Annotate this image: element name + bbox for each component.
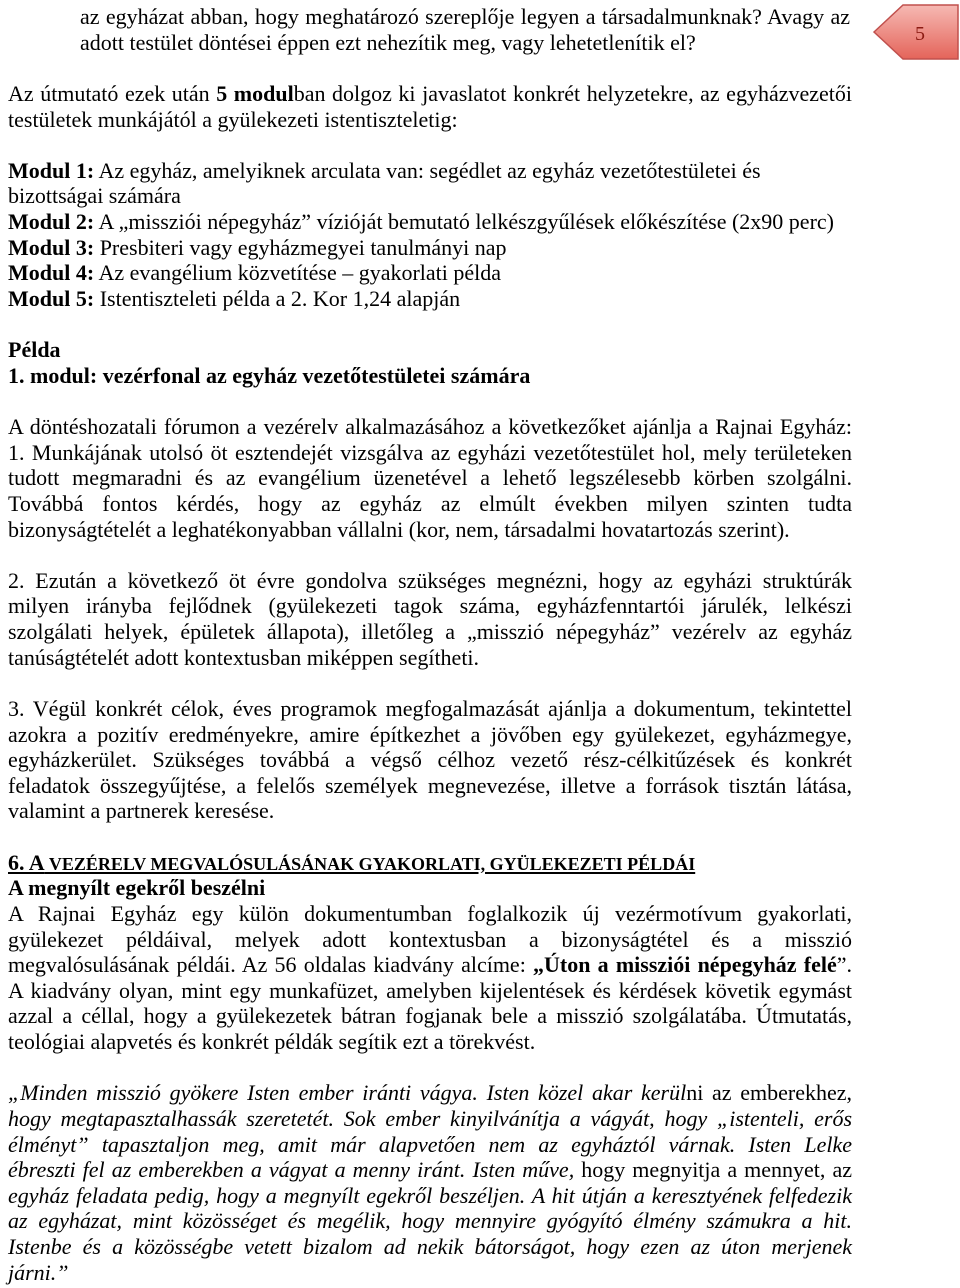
paragraph-line: egyházkerület. Szükséges továbbá a végső célhoz vezető rész-célkitűzések és konkrét bbox=[8, 747, 852, 773]
overview-text: Az útmutató ezek után bbox=[8, 80, 217, 106]
quote-upright-text: ni az emberekhez, bbox=[686, 1080, 852, 1106]
paragraph-line: azokra a pozitív eredményekre, amire építkezhet a jövőben egy gyülekezet, egyházmegye, bbox=[8, 721, 852, 747]
intro-line: adott testület döntései éppen ezt nehezítik meg, vagy lehetetlenítik el? bbox=[80, 29, 696, 55]
paragraph-line: 3. Végül konkrét célok, éves programok megfogalmazását ajánlja a dokumentum, tekintettel bbox=[8, 695, 852, 721]
page-number: 5 bbox=[915, 23, 925, 45]
section-subtitle: A megnyílt egekről beszélni bbox=[8, 875, 266, 901]
document-page bbox=[8, 4, 852, 1285]
section-heading bbox=[8, 850, 852, 876]
section-number: 6. A bbox=[8, 849, 45, 875]
module-line bbox=[8, 235, 852, 261]
paragraph-line: szolgálati helyek, épületek állapota), illetőleg a „misszió népegyház” vezérelv az egyház bbox=[8, 619, 852, 644]
quote-line bbox=[8, 1080, 852, 1106]
paragraph-line: tudott megmaradni és az evangélium üzenetével a lehető legszélesebb körben szolgálni. bbox=[8, 465, 852, 491]
paragraph-text: ”. bbox=[836, 952, 852, 978]
intro-line: az egyházat abban, hogy meghatározó szereplője legyen a társadalmunknak? Avagy az bbox=[80, 4, 850, 29]
quote-line: az egyházat, mint közösséget és megélik, hogy mennyire gyógyító élmény számukra a hit. bbox=[8, 1208, 852, 1234]
paragraph-line: milyen irányba fejlődnek (gyülekezeti tagok száma, egyházfenntartói járulék, lelkészi bbox=[8, 593, 852, 619]
paragraph-line: Továbbá fontos kérdés, hogy az egyház az elmúlt években milyen szinten tudta bbox=[8, 490, 852, 516]
paragraph-line: 2. Ezután a következő öt évre gondolva szükséges megnézni, hogy az egyházi struktúrák bbox=[8, 567, 852, 593]
module-text: A „missziói népegyház” vízióját bemutató lelkészgyűlések előkészítése (2x90 perc) bbox=[94, 209, 834, 234]
paragraph-line: bizonyságtételét a leghatékonyabban vállalni (kor, nem, társadalmi hovatartozás szerint). bbox=[8, 516, 790, 542]
example-title: 1. modul: vezérfonal az egyház vezetőtestületei számára bbox=[8, 362, 531, 388]
paragraph-line: feladatok összegyűjtése, a felelős személyek megnevezése, illetve a források tisztán látása, bbox=[8, 772, 852, 798]
paragraph-text: megvalósulásának példái. Az 56 oldalas kiadvány alcíme: bbox=[8, 952, 533, 978]
module-text: Az evangélium közvetítése – gyakorlati példa bbox=[94, 260, 502, 286]
paragraph-line: A Rajnai Egyház egy külön dokumentumban foglalkozik új vezérmotívum gyakorlati, bbox=[8, 900, 852, 926]
module-label: Modul 1: bbox=[8, 157, 95, 183]
quote-line: járni.” bbox=[8, 1259, 69, 1285]
quote-line: hogy megtapasztalhassák szeretetét. Sok ember kinyilvánítja a vágyát, hogy „istenteli, erős bbox=[8, 1105, 852, 1131]
paragraph-line: A döntéshozatali fórumon a vezérelv alkalmazásához a következőket ajánlja a Rajnai Egyház: bbox=[8, 414, 852, 439]
paragraph-line: teológiai alapvetés és konkrét példák segítik ezt a törekvést. bbox=[8, 1029, 536, 1054]
quote-line: élményt” tapasztaljon meg, amit már alapvetően nem az egyháztól várnak. Isten Lelke bbox=[8, 1131, 852, 1157]
overview-line bbox=[8, 81, 852, 107]
overview-bold-text: 5 modul bbox=[216, 80, 294, 106]
module-line bbox=[8, 209, 852, 235]
quote-italic-text: ébreszti fel az emberekben a vágyat a menny iránt. Isten műve, bbox=[8, 1157, 575, 1183]
page-number-badge bbox=[872, 2, 960, 62]
module-line bbox=[8, 286, 852, 312]
module-label: Modul 3: bbox=[8, 234, 95, 260]
module-text: Istentiszteleti példa a 2. Kor 1,24 alapján bbox=[94, 285, 461, 311]
quote-italic-text: „Minden misszió gyökere Isten ember iránti vágya. Isten közel akar kerül bbox=[8, 1080, 687, 1106]
paragraph-line bbox=[8, 952, 852, 978]
paragraph-line: gyülekezet példáival, melyek adott kontextusban a bizonyságtétel és a misszió bbox=[8, 926, 852, 952]
paragraph-line: A kiadvány olyan, mint egy munkafüzet, amelyben kijelentések és kérdések követik egymást bbox=[8, 977, 852, 1003]
section-heading-text bbox=[8, 850, 695, 875]
paragraph-line: valamint a partnerek keresése. bbox=[8, 798, 275, 824]
quote-line: egyház feladata pedig, hogy a megnyílt egekről beszéljen. A hit útján a keresztyének felfedezik bbox=[8, 1182, 852, 1208]
module-label: Modul 5: bbox=[8, 285, 95, 311]
paragraph-line: azzal a céllal, hogy a gyülekezetek bátran fogjanak bele a misszió szolgálatába. Útmutatás, bbox=[8, 1003, 852, 1029]
module-line: bizottságai számára bbox=[8, 183, 181, 209]
section-title: VEZÉRELV MEGVALÓSULÁSÁNAK GYAKORLATI, GYÜLEKEZETI PÉLDÁI bbox=[44, 853, 696, 874]
publication-subtitle: „Úton a missziói népegyház felé bbox=[533, 952, 837, 978]
quote-line: Istenbe és a közösségbe vetett bizalom ad nekik bátorságot, hogy ezen az úton merjenek bbox=[8, 1234, 852, 1259]
quote-line bbox=[8, 1157, 852, 1183]
overview-line: testületek munkájától a gyülekezeti istentiszteletig: bbox=[8, 106, 458, 132]
module-line bbox=[8, 158, 852, 184]
overview-text: ban dolgoz ki javaslatot konkrét helyzetekre, az egyházvezetői bbox=[293, 80, 852, 106]
module-text: Presbiteri vagy egyházmegyei tanulmányi nap bbox=[94, 234, 507, 260]
module-text: Az egyház, amelyiknek arculata van: segédlet az egyház vezetőtestületei és bbox=[94, 157, 761, 183]
quote-upright-text: hogy megnyitja a mennyet, az bbox=[574, 1157, 853, 1183]
module-label: Modul 2: bbox=[8, 209, 95, 234]
module-line bbox=[8, 260, 852, 286]
paragraph-line: 1. Munkájának utolsó öt esztendejét vizsgálva az egyházi vezetőtestület hol, mely területeken bbox=[8, 439, 852, 465]
example-label: Példa bbox=[8, 337, 61, 363]
paragraph-line: tanúságtételét adott kontextusban miképpen segítheti. bbox=[8, 644, 480, 670]
module-label: Modul 4: bbox=[8, 260, 95, 286]
